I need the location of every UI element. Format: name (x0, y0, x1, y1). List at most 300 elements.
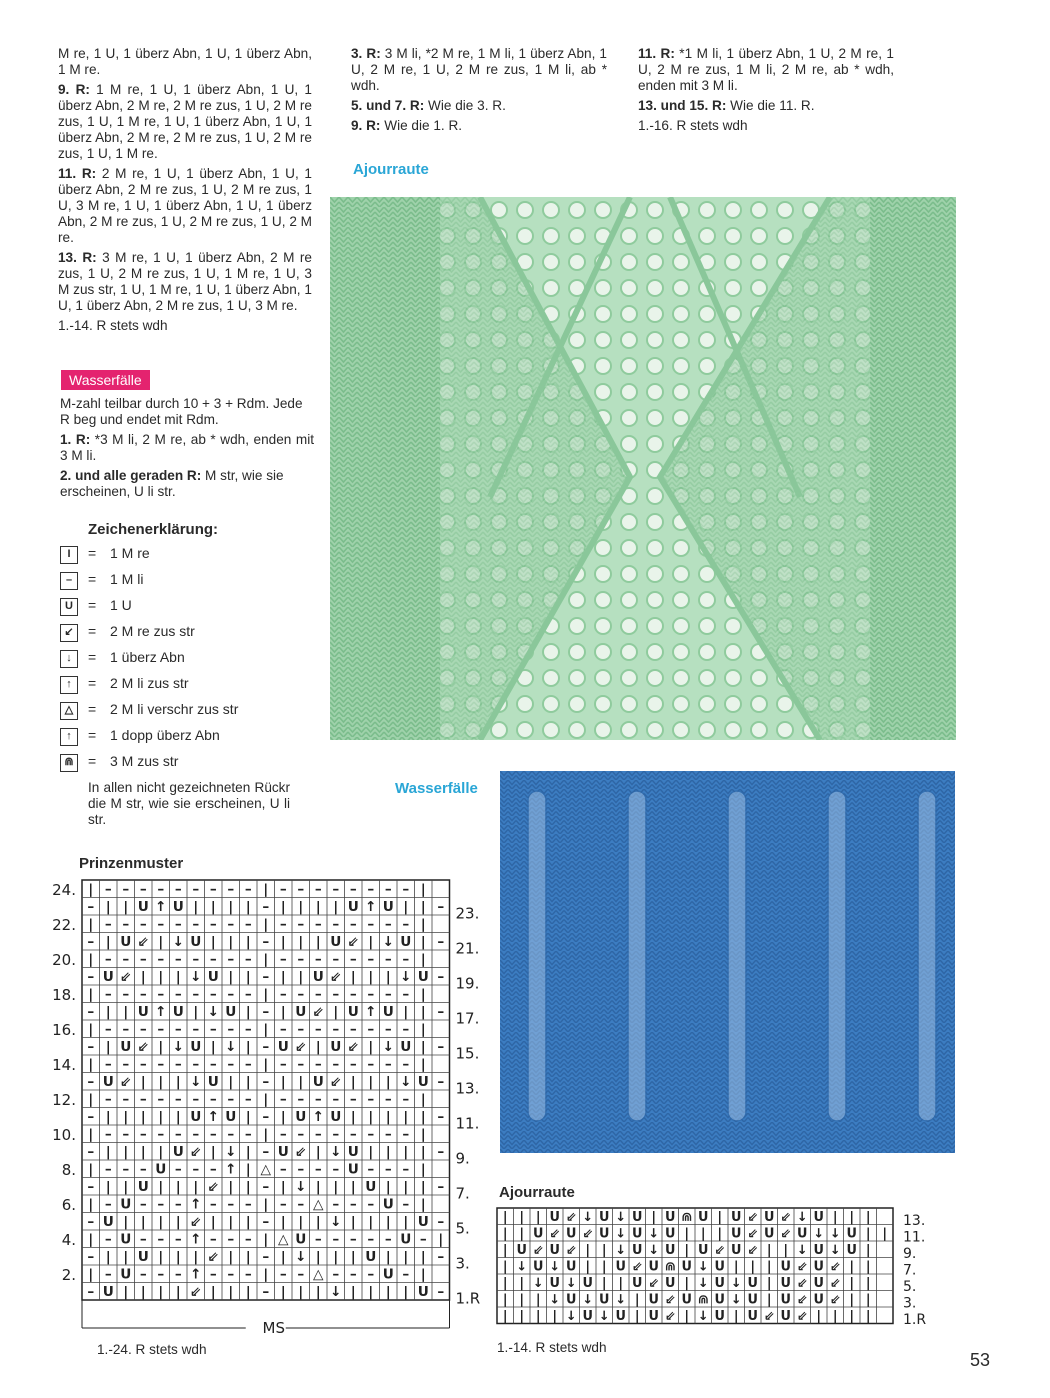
chart-cell-symbol: ⇙ (207, 1249, 219, 1266)
chart-cell-symbol: – (87, 1109, 95, 1126)
chart-cell-symbol: – (174, 1231, 182, 1248)
chart-cell-symbol: ↓ (549, 1292, 561, 1308)
chart-cell-symbol: | (535, 1209, 541, 1225)
chart-cell-symbol: | (350, 1109, 356, 1126)
chart-cell-symbol: – (227, 1091, 235, 1108)
chart-cell-symbol: | (750, 1259, 756, 1275)
chart-cell-symbol: | (385, 1074, 391, 1091)
chart-cell-symbol: ↓ (615, 1209, 627, 1225)
paragraph (60, 468, 314, 500)
chart-cell-symbol: U (382, 899, 394, 916)
paragraph (58, 46, 312, 78)
chart-cell-symbol: | (140, 1214, 146, 1231)
chart-cell-symbol: – (227, 986, 235, 1003)
chart-cell-symbol: U (417, 969, 429, 986)
chart-cell-symbol: | (88, 1231, 94, 1248)
row-number-right: 5. (903, 1278, 917, 1295)
chart-cell-symbol: ↓ (648, 1242, 660, 1258)
chart-cell-symbol: | (420, 1004, 426, 1021)
chart-cell-symbol: – (209, 881, 217, 898)
chart-cell-symbol: | (502, 1292, 508, 1308)
chart-cell-symbol: | (140, 1284, 146, 1301)
chart-cell-symbol: U (516, 1242, 527, 1258)
chart-cell-symbol: | (766, 1242, 772, 1258)
chart-cell-symbol: | (733, 1259, 739, 1275)
chart-cell-symbol: ↓ (796, 1209, 808, 1225)
chart-cell-symbol: – (349, 1126, 357, 1143)
chart-cell-symbol: | (158, 1179, 164, 1196)
chart-cell-symbol: U (714, 1292, 725, 1308)
chart-cell-symbol: ⇙ (330, 969, 342, 986)
chart-cell-symbol: ↑ (155, 899, 167, 916)
chart-cell-symbol: | (832, 1308, 838, 1324)
chart-cell-symbol: – (139, 1056, 147, 1073)
chart-cell-symbol: ↓ (582, 1292, 594, 1308)
chart-cell-symbol: | (502, 1209, 508, 1225)
chart-cell-symbol: ⇙ (829, 1259, 841, 1275)
chart-cell-symbol: – (122, 986, 130, 1003)
chart-cell-symbol: U (347, 899, 359, 916)
chart-cell-symbol: | (333, 1004, 339, 1021)
chart-cell-symbol: – (367, 1126, 375, 1143)
chart-cell-symbol: | (420, 1021, 426, 1038)
chart-grid (497, 1208, 893, 1324)
chart-cell-symbol: U (225, 1004, 237, 1021)
chart-cell-symbol: – (367, 1091, 375, 1108)
chart-cell-symbol: – (139, 1161, 147, 1178)
chart-cell-symbol: – (349, 916, 357, 933)
chart-cell-symbol: | (519, 1275, 525, 1291)
chart-cell-symbol: U (347, 1161, 359, 1178)
chart-cell-symbol: ⇙ (190, 1214, 202, 1231)
chart-cell-symbol: – (104, 1231, 112, 1248)
row-number-right: 13. (903, 1212, 926, 1229)
text: 1.-16. R stets wdh (638, 118, 748, 133)
chart-cell-symbol: – (209, 1091, 217, 1108)
chart-cell-symbol: – (279, 916, 287, 933)
chart-cell-symbol: ⇙ (796, 1292, 808, 1308)
chart-cell-symbol: U (120, 934, 132, 951)
chart-cell-symbol: | (684, 1275, 690, 1291)
chart-cell-symbol: | (865, 1259, 871, 1275)
legend-text: 1 M re (110, 545, 150, 561)
chart-cell-symbol: – (244, 1231, 252, 1248)
chart-cell-symbol: U (382, 1266, 394, 1283)
chart-cell-symbol: U (365, 1249, 377, 1266)
chart-cell-symbol: ⇙ (347, 934, 359, 951)
chart-cell-symbol: – (297, 1266, 305, 1283)
chart-cell-symbol: | (350, 1074, 356, 1091)
chart-cell-symbol: | (280, 899, 286, 916)
legend-row (60, 648, 330, 674)
chart-cell-symbol: | (315, 899, 321, 916)
chart-cell-symbol: | (245, 1249, 251, 1266)
paragraph (60, 396, 314, 428)
chart-cell-symbol: – (157, 1056, 165, 1073)
chart-cell-symbol: | (315, 1249, 321, 1266)
chart-cell-symbol: – (227, 916, 235, 933)
chart-cell-symbol: – (87, 1214, 95, 1231)
chart-cell-symbol: | (280, 1214, 286, 1231)
chart-cell-symbol: | (158, 1039, 164, 1056)
chart-cell-symbol: | (245, 969, 251, 986)
chart-cell-symbol: | (140, 969, 146, 986)
chart-cell-symbol: – (437, 1179, 445, 1196)
chart-cell-symbol: | (502, 1308, 508, 1324)
row-number-right: 3. (455, 1254, 470, 1273)
chart-cell-symbol: | (552, 1308, 558, 1324)
legend-equals: = (88, 571, 97, 587)
chart-cell-symbol: | (210, 899, 216, 916)
chart-cell-symbol: – (174, 1266, 182, 1283)
chart-cell-symbol: ↑ (312, 1109, 324, 1126)
chart-cell-symbol: | (298, 1074, 304, 1091)
chart-cell-symbol: – (367, 951, 375, 968)
chart-cell-symbol: | (123, 1144, 129, 1161)
chart-cell-symbol: △ (313, 1266, 324, 1283)
chart-cell-symbol: | (105, 1179, 111, 1196)
chart-cell-symbol: | (519, 1292, 525, 1308)
chart-cell-symbol: – (332, 1161, 340, 1178)
chart-cell-symbol: U (813, 1292, 824, 1308)
chart-cell-symbol: – (192, 986, 200, 1003)
chart-cell-symbol: | (175, 969, 181, 986)
chart-cell-symbol: | (350, 1214, 356, 1231)
chart-cell-symbol: – (122, 1126, 130, 1143)
chart-title-ajourraute: Ajourraute (499, 1184, 575, 1201)
chart-cell-symbol: U (648, 1308, 659, 1324)
chart-footer-prinzenmuster: 1.-24. R stets wdh (97, 1342, 207, 1357)
paragraph (58, 318, 312, 334)
chart-cell-symbol: ⇙ (714, 1242, 726, 1258)
chart-cell-symbol: – (227, 1231, 235, 1248)
chart-cell-symbol: U (137, 1249, 149, 1266)
chart-cell-symbol: – (314, 986, 322, 1003)
chart-cell-symbol: – (192, 1161, 200, 1178)
text: M-zahl teilbar durch 10 + 3 + Rdm. Jede R beg und endet mit Rdm. (60, 396, 303, 427)
chart-cell-symbol: | (245, 934, 251, 951)
chart-cell-symbol: U (225, 1109, 237, 1126)
chart-cell-symbol: – (122, 1161, 130, 1178)
chart-cell-symbol: – (209, 951, 217, 968)
chart-cell-symbol: | (420, 1039, 426, 1056)
row-number-right: 11. (903, 1229, 926, 1246)
legend-symbol-icon: ↑ (60, 676, 78, 694)
chart-cell-symbol: U (731, 1242, 742, 1258)
chart-cell-symbol: | (88, 1266, 94, 1283)
chart-cell-symbol: – (332, 1196, 340, 1213)
legend-symbol-icon: U (60, 598, 78, 616)
chart-cell-symbol: U (277, 1039, 289, 1056)
chart-cell-symbol: | (403, 1004, 409, 1021)
chart-cell-symbol: – (209, 1021, 217, 1038)
chart-cell-symbol: | (193, 1004, 199, 1021)
paragraph (351, 46, 607, 94)
chart-cell-symbol: U (137, 899, 149, 916)
legend-row (60, 544, 330, 570)
chart-cell-symbol: ⋒ (697, 1292, 709, 1308)
chart-cell-symbol: – (279, 881, 287, 898)
chart-cell-symbol: | (333, 899, 339, 916)
chart-cell-symbol: | (502, 1242, 508, 1258)
column-2-text (351, 46, 607, 138)
chart-cell-symbol: | (263, 916, 269, 933)
chart-cell-symbol: – (244, 1196, 252, 1213)
chart-cell-symbol: U (615, 1308, 626, 1324)
chart-cell-symbol: – (297, 881, 305, 898)
chart-cell-symbol: | (865, 1292, 871, 1308)
chart-cell-symbol: – (314, 881, 322, 898)
legend-equals: = (88, 753, 97, 769)
chart-cell-symbol: U (566, 1226, 577, 1242)
chart-cell-symbol: U (731, 1226, 742, 1242)
chart-cell-symbol: | (263, 1021, 269, 1038)
chart-cell-symbol: – (87, 1004, 95, 1021)
chart-cell-symbol: ⋒ (664, 1259, 676, 1275)
chart-cell-symbol: U (330, 1109, 342, 1126)
chart-cell-symbol: – (104, 1266, 112, 1283)
chart-cell-symbol: | (438, 1231, 444, 1248)
legend-symbol-icon: △ (60, 702, 78, 720)
row-number-right: 23. (455, 904, 480, 923)
text: 1.-14. R stets wdh (58, 318, 168, 333)
chart-cell-symbol: | (403, 1109, 409, 1126)
chart-cell-symbol: – (174, 1091, 182, 1108)
chart-cell-symbol: – (139, 1231, 147, 1248)
chart-cell-symbol: – (437, 969, 445, 986)
chart-cell-symbol: ⇙ (312, 1004, 324, 1021)
chart-cell-symbol: U (549, 1209, 560, 1225)
chart-cell-symbol: | (420, 916, 426, 933)
paragraph (351, 118, 607, 134)
chart-cell-symbol: – (244, 1056, 252, 1073)
chart-cell-symbol: | (228, 969, 234, 986)
chart-cell-symbol: U (582, 1308, 593, 1324)
row-number-left: 22. (52, 915, 76, 934)
chart-cell-symbol: | (298, 969, 304, 986)
chart-cell-symbol: – (314, 1126, 322, 1143)
chart-cell-symbol: ⇙ (532, 1242, 544, 1258)
chart-cell-symbol: ⇙ (120, 1074, 132, 1091)
row-number-right: 1.R (903, 1311, 927, 1328)
chart-cell-symbol: | (158, 1284, 164, 1301)
chart-cell-symbol: ⇙ (347, 1039, 359, 1056)
chart-cell-symbol: ↓ (648, 1226, 660, 1242)
chart-cell-symbol: – (332, 916, 340, 933)
chart-cell-symbol: ↓ (615, 1242, 627, 1258)
chart-cell-symbol: ↓ (382, 1039, 394, 1056)
chart-cell-symbol: – (437, 1249, 445, 1266)
chart-cell-symbol: – (297, 1126, 305, 1143)
chart-cell-symbol: | (245, 899, 251, 916)
legend-row (60, 570, 330, 596)
chart-cell-symbol: – (192, 1126, 200, 1143)
chart-cell-symbol: | (634, 1292, 640, 1308)
chart-cell-symbol: | (849, 1308, 855, 1324)
chart-cell-symbol: – (279, 1091, 287, 1108)
chart-cell-symbol: | (88, 1091, 94, 1108)
chart-cell-symbol: ⇙ (763, 1308, 775, 1324)
chart-cell-symbol: U (780, 1292, 791, 1308)
paragraph (638, 118, 894, 134)
chart-cell-symbol: – (122, 1021, 130, 1038)
chart-cell-symbol: – (262, 1109, 270, 1126)
chart-cell-symbol: U (400, 1039, 412, 1056)
chart-cell-symbol: – (174, 1056, 182, 1073)
chart-cell-symbol: – (192, 951, 200, 968)
chart-cell-symbol: U (797, 1226, 808, 1242)
row-label-bold: 5. und 7. R: (351, 98, 425, 113)
legend-symbol-icon: ↑ (60, 728, 78, 746)
chart-cell-symbol: – (402, 1266, 410, 1283)
chart-cell-symbol: – (367, 1266, 375, 1283)
chart-cell-symbol: – (262, 1249, 270, 1266)
chart-cell-symbol: | (105, 1039, 111, 1056)
chart-cell-symbol: | (123, 1284, 129, 1301)
text: Wie die 3. R. (424, 98, 506, 113)
chart-cell-symbol: – (384, 1126, 392, 1143)
chart-cell-symbol: | (105, 899, 111, 916)
chart-cell-symbol: | (105, 1249, 111, 1266)
chart-cell-symbol: – (384, 1161, 392, 1178)
chart-cell-symbol: – (437, 1144, 445, 1161)
chart-cell-symbol: | (158, 1249, 164, 1266)
chart-cell-symbol: U (764, 1209, 775, 1225)
chart-cell-symbol: ↓ (598, 1308, 610, 1324)
chart-cell-symbol: U (681, 1259, 692, 1275)
chart-cell-symbol: – (297, 1091, 305, 1108)
chart-cell-symbol: | (519, 1308, 525, 1324)
chart-cell-symbol: ↓ (813, 1226, 825, 1242)
chart-cell-symbol: ⇙ (295, 1144, 307, 1161)
chart-cell-symbol: – (279, 1266, 287, 1283)
chart-cell-symbol: – (87, 934, 95, 951)
chart-cell-symbol: U (648, 1259, 659, 1275)
chart-cell-symbol: – (209, 1161, 217, 1178)
legend-equals: = (88, 701, 97, 717)
chart-cell-symbol: – (174, 1196, 182, 1213)
chart-cell-symbol: | (420, 1266, 426, 1283)
chart-cell-symbol: – (104, 916, 112, 933)
chart-cell-symbol: – (104, 1126, 112, 1143)
chart-cell-symbol: | (298, 1214, 304, 1231)
chart-cell-symbol: △ (313, 1196, 324, 1213)
chart-cell-symbol: – (122, 1056, 130, 1073)
chart-cell-symbol: – (87, 1284, 95, 1301)
chart-cell-symbol: | (865, 1308, 871, 1324)
legend-row (60, 622, 330, 648)
chart-cell-symbol: U (665, 1242, 676, 1258)
chart-cell-symbol: – (104, 1196, 112, 1213)
chart-cell-symbol: | (585, 1259, 591, 1275)
chart-cell-symbol: ⇙ (747, 1242, 759, 1258)
chart-cell-symbol: U (347, 1144, 359, 1161)
chart-cell-symbol: – (174, 881, 182, 898)
chart-cell-symbol: | (350, 969, 356, 986)
chart-cell-symbol: – (332, 1021, 340, 1038)
chart-cell-symbol: | (333, 1249, 339, 1266)
row-number-right: 9. (903, 1245, 917, 1262)
chart-cell-symbol: U (417, 1284, 429, 1301)
chart-cell-symbol: | (783, 1242, 789, 1258)
chart-cell-symbol: – (332, 1126, 340, 1143)
chart-cell-symbol: – (297, 1161, 305, 1178)
text: 3 M re, 1 U, 1 überz Abn, 2 M re zus, 1 U, 2 M re zus, 1 U, 1 M re, 1 U, 3 M zus str, 1 U, 1 M re, 1 U, 1 überz Abn, 1 U, 1 überz Abn, 2 M re zus, 1 U, 3 M re. (58, 250, 312, 313)
chart-cell-symbol: – (139, 881, 147, 898)
page-number: 53 (970, 1350, 991, 1370)
chart-cell-symbol: | (210, 1284, 216, 1301)
row-number-right: 15. (455, 1044, 480, 1063)
chart-cell-symbol: – (297, 1021, 305, 1038)
chart-cell-symbol: – (402, 1021, 410, 1038)
chart-cell-symbol: – (332, 881, 340, 898)
chart-cell-symbol: | (298, 899, 304, 916)
chart-cell-symbol: – (349, 881, 357, 898)
chart-cell-symbol: ↓ (330, 1214, 342, 1231)
chart-cell-symbol: U (549, 1242, 560, 1258)
chart-cell-symbol: U (533, 1259, 544, 1275)
chart-cell-symbol: U (172, 1144, 184, 1161)
chart-cell-symbol: – (367, 1056, 375, 1073)
chart-cell-symbol: | (315, 1284, 321, 1301)
chart-cell-symbol: – (209, 1231, 217, 1248)
chart-cell-symbol: ⇙ (207, 1179, 219, 1196)
chart-cell-symbol: U (382, 1196, 394, 1213)
chart-cell-symbol: | (175, 1214, 181, 1231)
chart-cell-symbol: | (368, 934, 374, 951)
row-number-left: 12. (52, 1090, 76, 1109)
chart-cell-symbol: – (314, 951, 322, 968)
chart-cell-symbol: | (816, 1308, 822, 1324)
chart-cell-symbol: – (157, 1231, 165, 1248)
chart-cell-symbol: | (849, 1275, 855, 1291)
chart-cell-symbol: | (865, 1226, 871, 1242)
chart-cell-symbol: – (262, 1144, 270, 1161)
chart-cell-symbol: ↓ (400, 1074, 412, 1091)
legend-symbol-icon: – (60, 572, 78, 590)
chart-cell-symbol: – (209, 1126, 217, 1143)
row-number-right: 7. (455, 1184, 470, 1203)
chart-cell-symbol: ⇙ (137, 1039, 149, 1056)
chart-cell-symbol: – (87, 1144, 95, 1161)
chart-cell-symbol: | (865, 1242, 871, 1258)
chart-cell-symbol: | (420, 986, 426, 1003)
chart-cell-symbol: – (349, 986, 357, 1003)
chart-cell-symbol: – (384, 951, 392, 968)
chart-cell-symbol: | (88, 1021, 94, 1038)
chart-cell-symbol: | (717, 1209, 723, 1225)
chart-cell-symbol: – (104, 1056, 112, 1073)
row-number-right: 11. (455, 1114, 480, 1133)
row-label-bold: 9. R: (351, 118, 381, 133)
chart-cell-symbol: | (766, 1259, 772, 1275)
chart-cell-symbol: ↓ (330, 1284, 342, 1301)
chart-cell-symbol: ⇙ (565, 1242, 577, 1258)
chart-cell-symbol: – (209, 1266, 217, 1283)
chart-cell-symbol: ↓ (190, 969, 202, 986)
chart-cell-symbol: ↓ (400, 969, 412, 986)
chart-cell-symbol: | (298, 1284, 304, 1301)
chart-cell-symbol: – (87, 1249, 95, 1266)
chart-cell-symbol: | (228, 1179, 234, 1196)
chart-cell-symbol: – (367, 1021, 375, 1038)
chart-cell-symbol: U (549, 1275, 560, 1291)
chart-cell-symbol: – (437, 1074, 445, 1091)
chart-cell-symbol: – (314, 1091, 322, 1108)
chart-cell-symbol: – (279, 1021, 287, 1038)
chart-cell-symbol: U (417, 1074, 429, 1091)
chart-cell-symbol: – (104, 986, 112, 1003)
